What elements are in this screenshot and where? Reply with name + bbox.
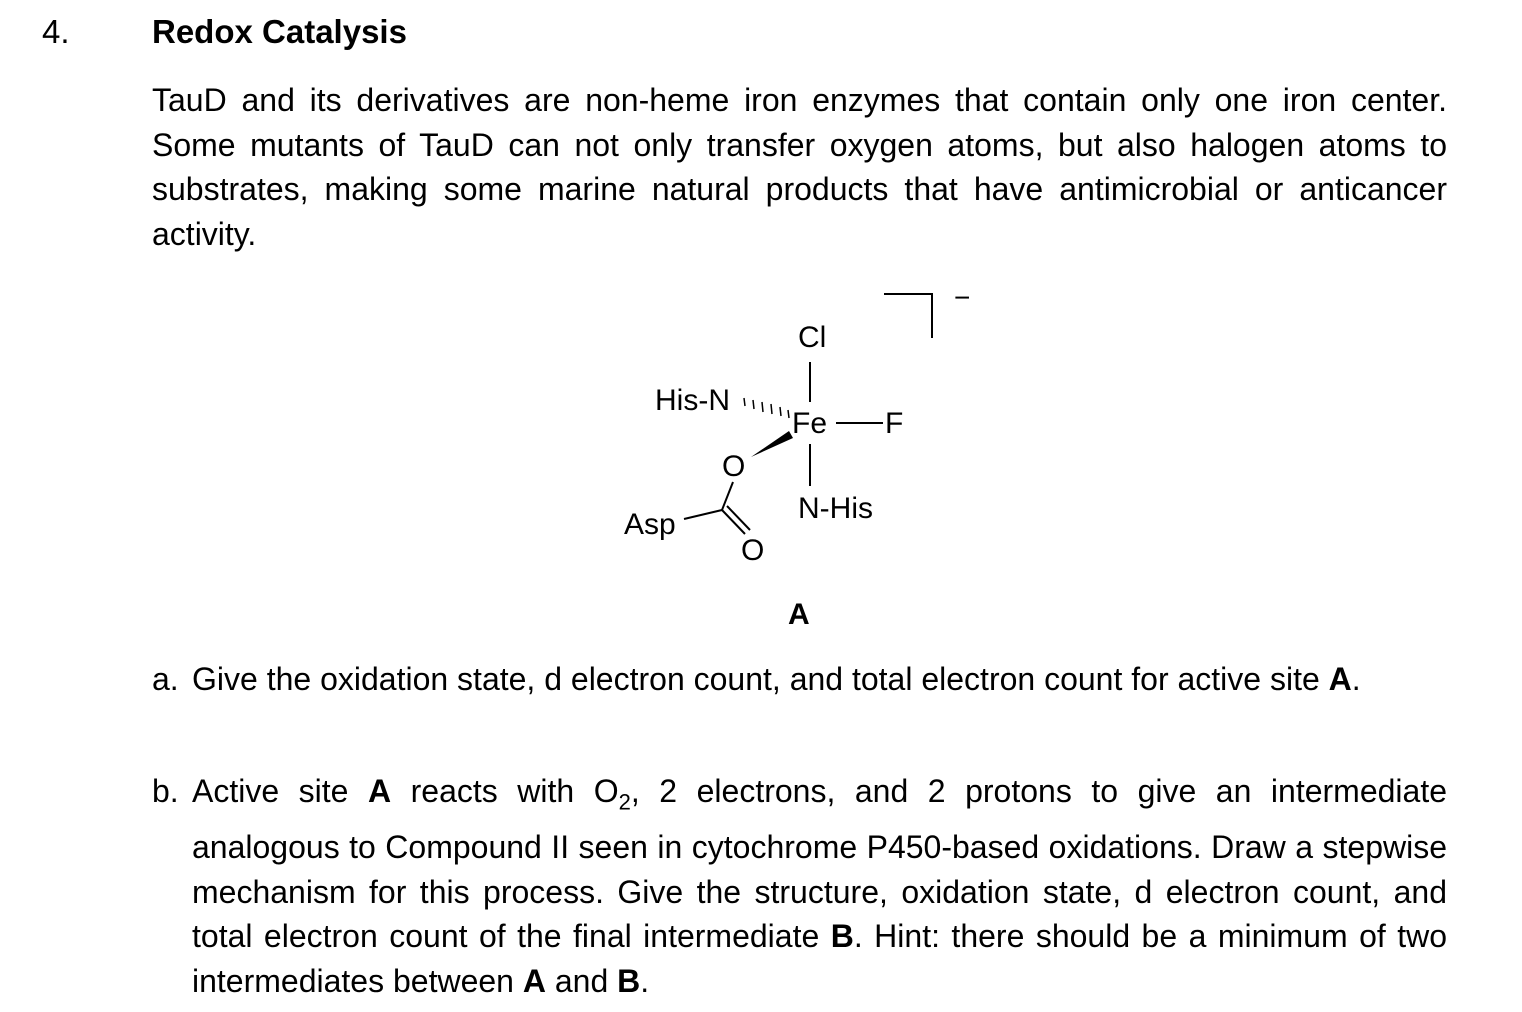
question-number: 4.: [42, 13, 70, 50]
hashed-wedge-bond: [744, 398, 789, 418]
compound-label: A: [788, 598, 810, 631]
charge-label: −: [954, 282, 971, 313]
his-n-left-label: His-N: [655, 384, 730, 417]
part-a-label: a.: [152, 661, 179, 697]
chlorine-atom: Cl: [798, 321, 827, 354]
n-his-bottom-label: N-His: [798, 492, 873, 525]
structure-drawing: [600, 270, 1020, 640]
question-part-a: [152, 657, 1447, 702]
asp-c-bond: [684, 510, 722, 519]
question-title: Redox Catalysis: [152, 13, 407, 50]
part-a-text: Give the oxidation state, d electron count, and total electron count for active site A.: [192, 661, 1361, 697]
part-b-text: Active site A reacts with $O_2$, 2 electrons, and 2 protons to give an intermediate analogous to Compound II seen in cytochrome P450-based oxidations. Draw a stepwise mechanism for this process. Give the structure, oxidation state, d electron count, and total electron count of the final intermediate B. Hint: there should be a minimum of two intermediates between A and B.: [192, 773, 1448, 999]
part-b-label: b.: [152, 773, 179, 809]
carboxylate-oxygen-free: O: [741, 534, 765, 567]
iron-complex-structure: [600, 270, 1020, 640]
intro-paragraph: TauD and its derivatives are non-heme iron enzymes that contain only one iron center. Some mutants of TauD can not only transfer oxygen atoms, but also halogen atoms to substrates, making some marine natural products that have antimicrobial or anticancer activity.: [152, 82, 1447, 252]
asp-label: Asp: [624, 508, 676, 541]
solid-wedge-bond: [751, 431, 793, 457]
iron-atom: Fe: [792, 407, 828, 440]
carboxylate-oxygen-bound: O: [722, 450, 746, 483]
complex-bracket: [884, 294, 932, 338]
fluorine-atom: F: [885, 407, 904, 440]
question-part-b: [152, 769, 1447, 1003]
